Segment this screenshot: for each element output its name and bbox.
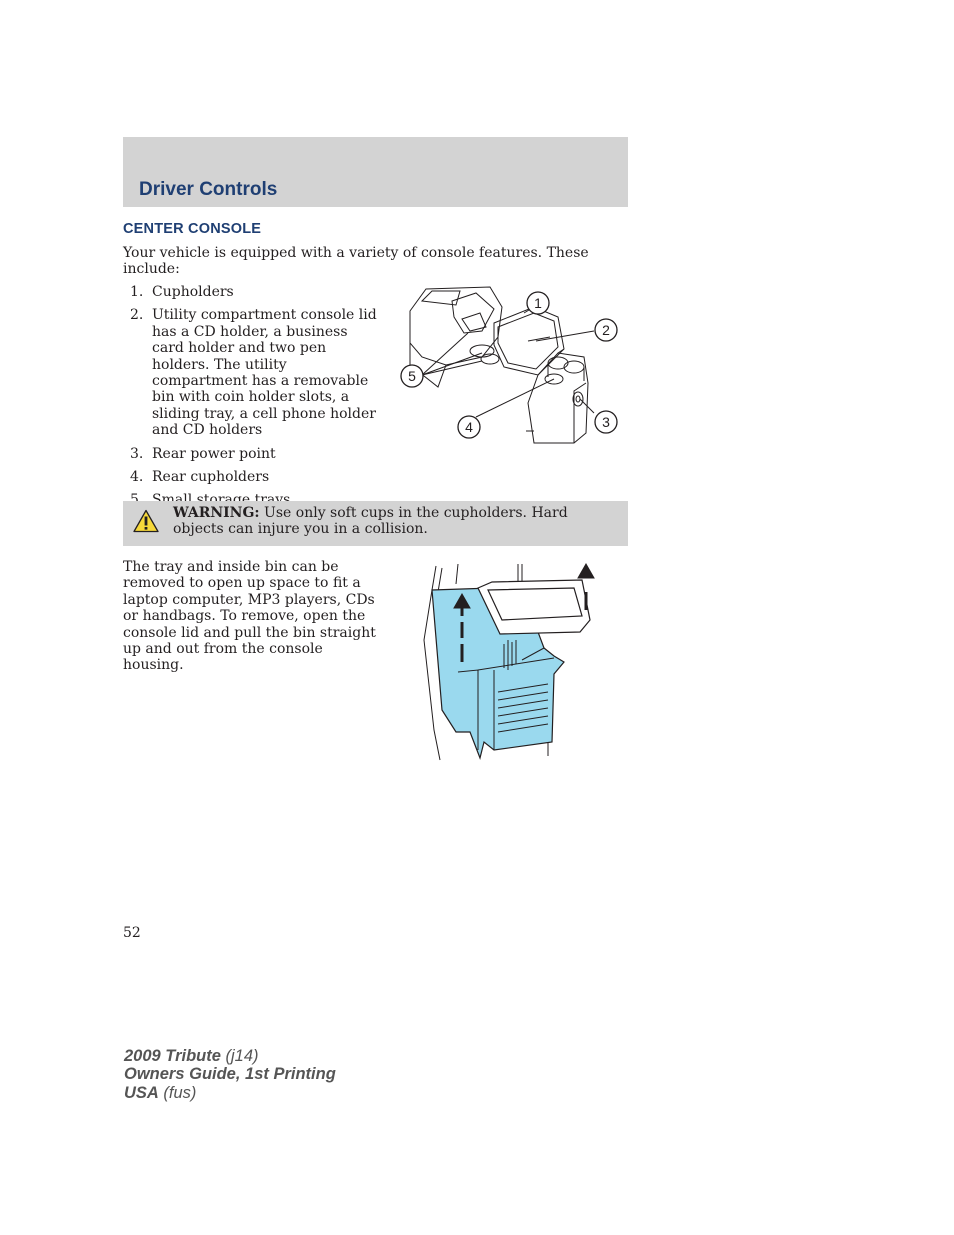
callout-4: 4	[465, 419, 473, 435]
footer-line: 2009 Tribute (j14)	[124, 1047, 259, 1065]
feature-list	[123, 284, 383, 516]
callout-2: 2	[602, 322, 610, 338]
warning-message	[173, 505, 618, 538]
footer-line: USA (fus)	[124, 1083, 197, 1102]
list-item: 4. Rear cupholders	[130, 469, 270, 486]
section-heading: CENTER CONSOLE	[123, 221, 262, 237]
warning-triangle-icon	[133, 509, 159, 533]
page-number: 52	[123, 925, 141, 941]
warning-label: WARNING:	[173, 505, 260, 521]
list-item: 3. Rear power point	[130, 445, 276, 462]
tray-paragraph: The tray and inside bin can be removed to open up space to fit a laptop computer, MP3 players, CDs or handbags. To remove, open the console lid and pull the bin straight up and out from the console housing.	[123, 559, 376, 674]
bin-removal-illustration	[418, 560, 598, 764]
page-section-title: Driver Controls	[139, 179, 278, 200]
callout-1: 1	[534, 295, 542, 311]
footer-imprint	[124, 1047, 336, 1102]
callout-5: 5	[408, 368, 416, 384]
warning-box	[123, 501, 628, 546]
footer-line: Owners Guide, 1st Printing	[124, 1065, 336, 1084]
section-header-band	[123, 137, 628, 207]
center-console-illustration	[398, 283, 628, 449]
warning-text: Use only soft cups in the cupholders. Hard objects can injure you in a collision.	[173, 505, 568, 538]
list-item: 2. Utility compartment console lid has a CD holder, a business card holder and two pen holders. The utility compartment has a removable bin with coin holder slots, a sliding tray, a cell phone holder and CD holders	[130, 307, 377, 439]
list-item: 1. Cupholders	[130, 284, 234, 300]
callout-3: 3	[602, 414, 610, 430]
intro-paragraph: Your vehicle is equipped with a variety of console features. These include:	[123, 245, 589, 278]
